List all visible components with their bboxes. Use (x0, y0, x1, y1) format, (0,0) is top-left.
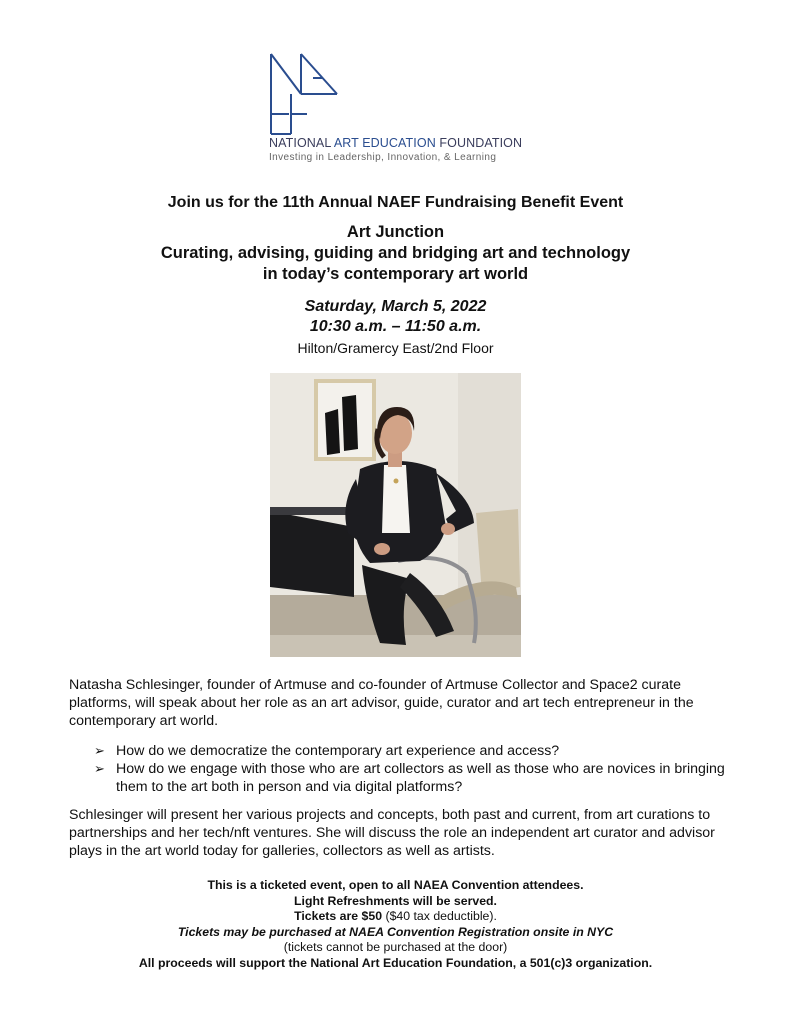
ticket-line-refreshments: Light Refreshments will be served. (294, 893, 497, 908)
ticket-info (0, 878, 791, 971)
closing-paragraph: Schlesinger will present her various projects and concepts, both past and current, from art curations to partnerships and her tech/nft ventures. She will discuss the role an independent art curator and advisor plays in the art world today for galleries, collectors as well as artists. (69, 807, 715, 859)
event-datetime (0, 297, 791, 337)
ticket-door-note: (tickets cannot be purchased at the door) (283, 940, 508, 954)
list-item: ➢ How do we democratize the contemporary art experience and access? (94, 743, 560, 759)
event-title: Art Junction (346, 223, 445, 241)
org-name: NATIONAL ART EDUCATION FOUNDATION (269, 136, 523, 150)
arrow-bullet-icon: ➢ (94, 761, 105, 776)
intro-paragraph: Natasha Schlesinger, founder of Artmuse and co-founder of Artmuse Collector and Space2 curate platforms, will speak about her role as an art advisor, guide, curator and art tech entrepreneur in the contemporary art world. (69, 677, 694, 729)
event-title-block (0, 222, 791, 285)
ticket-line-open: This is a ticketed event, open to all NAEA Convention attendees. (207, 878, 584, 892)
arrow-bullet-icon: ➢ (94, 743, 105, 758)
discussion-questions (94, 742, 734, 796)
event-headline: Join us for the 11th Annual NAEF Fundraising Benefit Event (167, 194, 624, 211)
naef-monogram (269, 52, 341, 136)
ticket-price: Tickets are $50 ($40 tax deductible). (294, 909, 497, 923)
event-subtitle-line1: Curating, advising, guiding and bridging art and technology (160, 244, 631, 262)
list-item: ➢ How do we engage with those who are art collectors as well as those who are novices in bringing them to the art both in person and via digital platforms? (94, 761, 725, 795)
event-location: Hilton/Gramercy East/2nd Floor (297, 340, 494, 356)
event-time: 10:30 a.m. – 11:50 a.m. (309, 318, 482, 335)
ticket-purchase: Tickets may be purchased at NAEA Convention Registration onsite in NYC (177, 924, 614, 939)
naef-logo (266, 50, 566, 168)
proceeds-note: All proceeds will support the National Art Education Foundation, a 501(c)3 organization. (138, 955, 653, 970)
org-tagline: Investing in Leadership, Innovation, & Learning (269, 152, 497, 163)
event-subtitle-line2: in today’s contemporary art world (262, 265, 529, 283)
event-date: Saturday, March 5, 2022 (304, 298, 487, 315)
speaker-photo (270, 373, 521, 657)
